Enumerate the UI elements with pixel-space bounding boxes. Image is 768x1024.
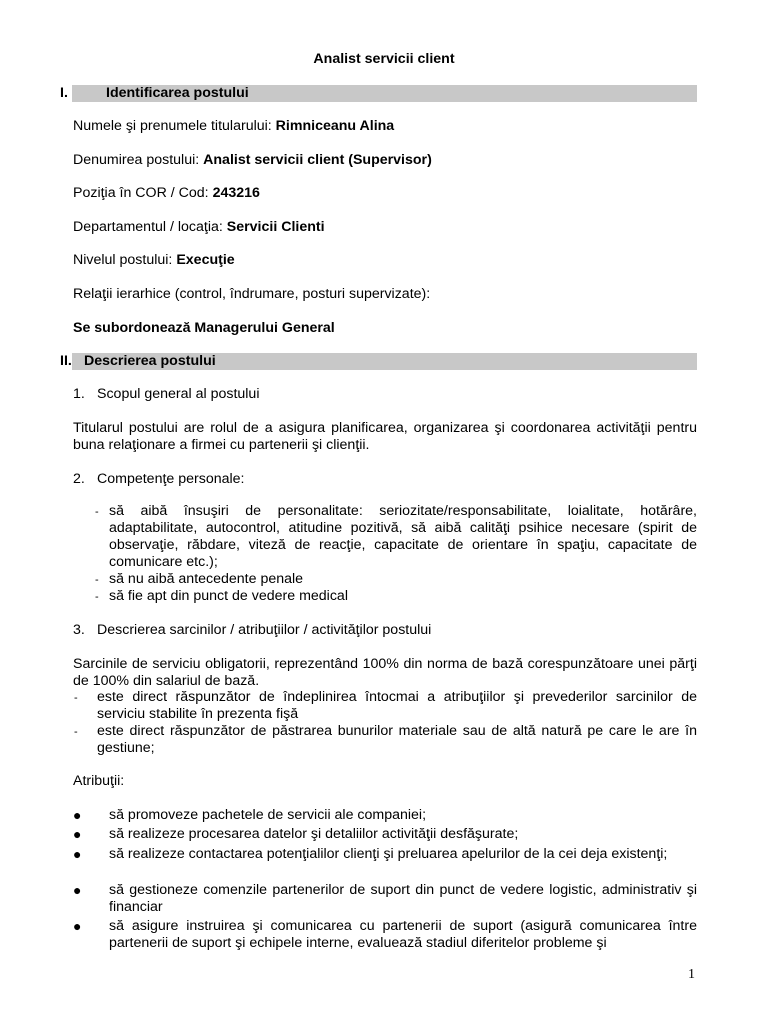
item-1-text: Titularul postului are rolul de a asigura planificarea, organizarea şi coordonarea activităţii pentru buna relaţionare a firmei cu partenerii şi clienţii.	[73, 420, 697, 453]
field-value: Servicii Clienti	[226, 219, 325, 235]
dash-marker: -	[95, 574, 99, 586]
bullet-marker: ●	[73, 846, 82, 862]
field-nivel	[73, 252, 235, 269]
field-titular	[73, 118, 394, 135]
atributie-item: să asigure instruirea şi comunicarea cu partenerii de suport (asigură comunicarea între partenerii de suport şi echipele interne, evaluează stadiul diferitelor probleme şi	[109, 918, 697, 951]
item-2-heading: Competenţe personale:	[97, 471, 245, 487]
bullet-marker: ●	[73, 807, 82, 823]
section-1-number: I.	[60, 85, 68, 101]
field-value: Analist servicii client (Supervisor)	[203, 152, 432, 168]
field-value: Rimniceanu Alina	[275, 118, 395, 134]
field-departament	[73, 219, 325, 236]
field-value: 243216	[212, 185, 260, 201]
document-title: Analist servicii client	[313, 51, 455, 67]
dash-marker: -	[95, 591, 99, 603]
relations-value: Se subordonează Managerului General	[73, 320, 335, 336]
item-3-number: 3.	[73, 622, 85, 638]
relations-label: Relaţii ierarhice (control, îndrumare, posturi supervizate):	[73, 286, 431, 302]
section-2-number: II.	[60, 353, 72, 369]
item-1-heading: Scopul general al postului	[97, 386, 260, 402]
atributie-item: să gestioneze comenzile partenerilor de suport din punct de vedere logistic, administrativ şi financiar	[109, 882, 697, 915]
atributie-item: să promoveze pachetele de servicii ale companiei;	[109, 807, 427, 823]
bullet-marker: ●	[73, 826, 82, 842]
field-label: Numele şi prenumele titularului:	[73, 118, 272, 134]
field-cor	[73, 185, 260, 202]
duty-item: este direct răspunzător de păstrarea bunurilor materiale sau de altă natură pe care le are în gestiune;	[97, 723, 697, 756]
item-3-intro: Sarcinile de serviciu obligatorii, reprezentând 100% din norma de bază corespunzătoare unei părţi de 100% din salariul de bază.	[73, 656, 697, 689]
bullet-marker: ●	[73, 918, 82, 934]
atributie-item: să realizeze contactarea potenţialilor clienţi şi preluarea apelurilor de la cei deja existenţi;	[109, 846, 668, 862]
competence-item: să nu aibă antecedente penale	[109, 571, 304, 587]
field-label: Nivelul postului:	[73, 252, 173, 268]
field-label: Denumirea postului:	[73, 152, 200, 168]
item-1-number: 1.	[73, 386, 85, 402]
field-label: Departamentul / locaţia:	[73, 219, 223, 235]
bullet-marker: ●	[73, 882, 82, 898]
item-2-number: 2.	[73, 471, 85, 487]
dash-marker: -	[95, 506, 99, 518]
atributii-label: Atribuţii:	[73, 773, 125, 789]
field-denumire	[73, 152, 432, 169]
dash-marker: -	[74, 692, 78, 704]
atributie-item: să realizeze procesarea datelor şi detaliilor activităţii desfăşurate;	[109, 826, 519, 842]
competence-item: să aibă însuşiri de personalitate: seriozitate/responsabilitate, loialitate, hotărâre, adaptabilitate, autocontrol, atitudine pozitivă, să aibă calităţi psihice necesare (spirit de observaţie, răbdare, viteză de reacţie, capacitate de orientare în spaţiu, capacitate de comunicare etc.);	[109, 503, 697, 570]
item-3-heading: Descrierea sarcinilor / atribuţiilor / activităţilor postului	[97, 622, 432, 638]
field-value: Execuţie	[176, 252, 235, 268]
section-2-title: Descrierea postului	[84, 353, 216, 369]
field-label: Poziţia în COR / Cod:	[73, 185, 209, 201]
section-1-title: Identificarea postului	[106, 85, 249, 101]
competence-item: să fie apt din punct de vedere medical	[109, 588, 348, 604]
page-number: 1	[688, 967, 695, 982]
duty-item: este direct răspunzător de îndeplinirea întocmai a atribuţiilor şi prevederilor sarcinilor de serviciu stabilite în prezenta fişă	[97, 689, 697, 722]
dash-marker: -	[74, 726, 78, 738]
